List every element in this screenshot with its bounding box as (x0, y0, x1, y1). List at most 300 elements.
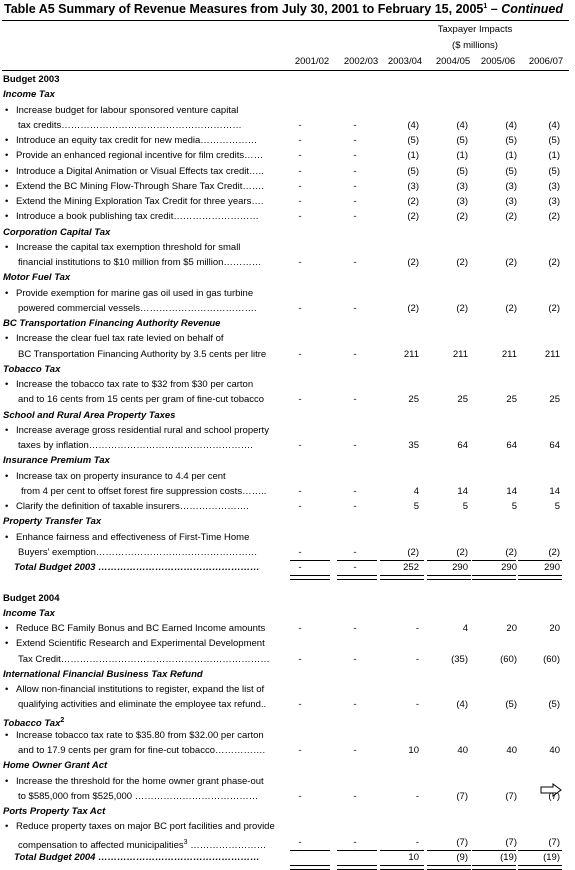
table-row (0, 347, 575, 362)
row-label (16, 423, 269, 438)
cell-2002-03: - (353, 119, 357, 131)
section-heading: Tobacco Tax (3, 717, 61, 729)
cell-2005-06: (7) (505, 790, 517, 802)
cell-2006-07: (7) (548, 790, 560, 802)
cell-2002-03: - (353, 440, 357, 451)
section-heading: BC Transportation Financing Authority Revenue (3, 318, 221, 329)
cell-2005-06: 64 (506, 440, 517, 451)
table-row (0, 209, 575, 224)
section-heading-row (0, 270, 575, 285)
year-header-2002-03: 2002/03 (343, 56, 379, 67)
table-row (0, 286, 575, 301)
bullet-icon: • (5, 333, 9, 345)
table-row (0, 331, 575, 346)
cell-2001-02: - (298, 135, 302, 146)
cell-2005-06: 211 (501, 348, 517, 360)
cell-2001-02: - (298, 180, 302, 192)
cell-2004-05: (5) (456, 165, 468, 177)
total-rule (472, 865, 516, 870)
row-label-text: Increase the capital tax exemption threshold for small (16, 241, 241, 253)
cell-2005-06: 14 (506, 485, 517, 497)
year-header-2004-05: 2004/05 (435, 56, 471, 67)
row-label-text: financial institutions to $10 million from $5 million………… (18, 257, 262, 268)
cell-2003-04: - (415, 699, 419, 711)
cell-2003-04: (5) (407, 165, 419, 177)
row-label-text: BC Transportation Financing Authority by 3.5 cents per litre (18, 348, 267, 360)
impacts-label: Taxpayer Impacts (437, 24, 513, 35)
section-heading: Tobacco Tax (3, 363, 61, 375)
table-row (0, 103, 575, 118)
table-row (0, 133, 575, 148)
cell-2005-06: (2) (505, 546, 517, 558)
table-title-text: Table A5 Summary of Revenue Measures from July 30, 2001 to February 15, 2005 (4, 2, 484, 16)
cell-2004-05: (5) (456, 135, 468, 146)
row-label (16, 530, 249, 545)
footnote-marker: 3 (183, 838, 188, 846)
row-label-text: powered commercial vessels………………………………. (18, 302, 257, 314)
table-row (0, 789, 575, 804)
cell-2001-02: - (298, 653, 302, 665)
section-heading: Property Transfer Tax (3, 516, 102, 528)
table-row (0, 499, 575, 514)
cell-2004-05: (7) (456, 836, 468, 848)
bullet-icon: • (5, 470, 9, 482)
table-row (0, 194, 575, 209)
total-row (0, 560, 575, 575)
cell-2001-02: - (298, 836, 302, 848)
bullet-icon: • (5, 241, 9, 253)
cell-2006-07: (2) (548, 302, 560, 314)
section-heading: Income Tax (3, 607, 55, 619)
table-row (0, 118, 575, 133)
cell-2002-03: - (353, 501, 357, 512)
cell-2002-03: - (353, 485, 357, 497)
section-heading-row (0, 606, 575, 621)
table-row (0, 148, 575, 163)
bullet-icon: • (5, 104, 9, 116)
table-row (0, 164, 575, 179)
cell-2003-04: 10 (408, 745, 419, 756)
cell-2004-05: 4 (462, 623, 468, 634)
bullet-icon: • (5, 424, 9, 436)
section-heading: Home Owner Grant Act (3, 760, 108, 772)
row-label-text: Increase budget for labour sponsored venture capital (16, 104, 239, 116)
cell-2002-03: - (353, 348, 357, 360)
cell-2005-06: (3) (505, 180, 517, 192)
cell-2006-07: 40 (549, 745, 560, 756)
cell-2005-06: 290 (501, 562, 517, 573)
bullet-icon: • (5, 287, 9, 299)
section-heading: Insurance Premium Tax (3, 455, 110, 467)
row-label (16, 621, 265, 636)
cell-2002-03: - (353, 180, 357, 192)
cell-2004-05: (3) (456, 196, 468, 207)
row-label (16, 103, 238, 118)
row-label-text: Introduce a book publishing tax credit……………………… (16, 211, 259, 223)
cell-2002-03: - (353, 135, 357, 146)
cell-2001-02: - (298, 699, 302, 711)
cell-2003-04: - (415, 790, 419, 802)
row-label (16, 164, 264, 179)
row-label (18, 347, 266, 362)
row-label (16, 209, 259, 224)
row-label (18, 392, 264, 407)
cell-2001-02: - (298, 394, 302, 406)
cell-2004-05: (35) (451, 653, 468, 665)
cell-2006-07: 14 (549, 485, 560, 497)
cell-2005-06: (5) (505, 165, 517, 177)
cell-2003-04: (2) (407, 257, 419, 268)
section-heading: Motor Fuel Tax (3, 272, 71, 284)
footnote-marker: 2 (60, 716, 65, 724)
row-label (16, 636, 265, 651)
row-label (18, 438, 253, 453)
bullet-icon: • (5, 211, 9, 223)
section-heading: International Financial Business Tax Refund (3, 668, 203, 680)
row-label (18, 301, 257, 316)
cell-2006-07: (60) (543, 653, 560, 665)
row-label-text: Allow non-financial institutions to register, expand the list of (16, 684, 265, 695)
table-row (0, 636, 575, 651)
section-heading-row (0, 72, 575, 87)
section-heading-row (0, 362, 575, 377)
cell-2002-03: - (353, 257, 357, 268)
table-title-footnote: 1 (483, 2, 488, 10)
cell-2001-02: - (298, 119, 302, 131)
cell-2003-04: - (415, 836, 419, 848)
total-label (14, 850, 260, 865)
cell-2004-05: 211 (452, 348, 468, 360)
total-rule (518, 865, 562, 870)
cell-2004-05: 25 (457, 394, 468, 406)
row-label (16, 728, 264, 743)
cell-2001-02: - (298, 165, 302, 177)
table-row (0, 469, 575, 484)
header-rule (2, 70, 569, 71)
row-label-text: Increase average gross residential rural and school property (16, 424, 269, 436)
cell-2006-07: (5) (548, 699, 560, 711)
row-label (18, 789, 258, 804)
row-label-text: Increase the threshold for the home owner grant phase-out (16, 775, 264, 787)
cell-2002-03: - (353, 653, 357, 665)
cell-2005-06: 40 (506, 745, 517, 756)
year-header-2003-04: 2003/04 (387, 56, 423, 67)
section-heading-row (0, 804, 575, 819)
row-label-text: Reduce property taxes on major BC port facilities and provide (16, 821, 275, 833)
row-label (16, 133, 257, 148)
cell-2001-02: - (298, 562, 302, 573)
cell-2001-02: - (298, 844, 302, 856)
year-header-2006-07: 2006/07 (528, 56, 564, 67)
row-label-text: Increase tax on property insurance to 4.4 per cent (16, 470, 226, 482)
section-heading-row (0, 453, 575, 468)
section-heading-row (0, 758, 575, 773)
cell-2001-02: - (298, 196, 302, 207)
cell-2006-07: (4) (548, 119, 560, 131)
cell-2003-04: 252 (403, 562, 419, 573)
row-label-text: Buyers' exemption…………………………………………… (18, 546, 258, 558)
table-row (0, 423, 575, 438)
cell-2002-03: - (353, 302, 357, 314)
cell-2003-04: (2) (407, 302, 419, 314)
cell-2002-03: - (353, 790, 357, 802)
bullet-icon: • (5, 196, 9, 207)
cell-2002-03: - (353, 165, 357, 177)
row-label-text: Increase the tobacco tax rate to $32 from $30 per carton (16, 379, 254, 390)
cell-2002-03: - (353, 745, 357, 756)
budget-heading: Budget 2004 (3, 592, 60, 604)
cell-2001-02: - (298, 302, 302, 314)
section-heading-row (0, 667, 575, 682)
cell-2001-02: - (298, 348, 302, 360)
cell-2004-05: (2) (456, 257, 468, 268)
cell-2006-07: 211 (544, 348, 560, 360)
cell-2003-04: 25 (408, 394, 419, 406)
table-row (0, 392, 575, 407)
cell-2005-06: (2) (505, 257, 517, 268)
cell-2006-07: 5 (554, 501, 560, 512)
bullet-icon: • (5, 729, 9, 741)
row-label-text: Extend the BC Mining Flow-Through Share Tax Credit……. (16, 180, 264, 192)
cell-2001-02: - (298, 745, 302, 756)
table-row (0, 545, 575, 560)
table-row (0, 438, 575, 453)
row-label-text: Reduce BC Family Bonus and BC Earned Income amounts (16, 623, 266, 634)
right-arrow-icon[interactable] (540, 783, 562, 797)
section-heading-row (0, 87, 575, 102)
table-row (0, 774, 575, 789)
cell-2003-04: - (415, 623, 419, 634)
table-row (0, 728, 575, 743)
cell-2005-06: 25 (506, 394, 517, 406)
cell-2005-06: (7) (505, 836, 517, 848)
cell-2006-07: (19) (543, 851, 560, 863)
cell-2006-07: 20 (549, 623, 560, 634)
table-row (0, 621, 575, 636)
table-row (0, 255, 575, 270)
cell-2003-04: (2) (407, 196, 419, 207)
cell-2001-02: - (298, 790, 302, 802)
cell-2005-06: (19) (500, 851, 517, 863)
cell-2005-06: (2) (505, 211, 517, 223)
budget-heading: Budget 2003 (3, 74, 60, 85)
cell-2001-02: - (298, 211, 302, 223)
row-label-text: qualifying activities and eliminate the employee tax refund.. (18, 699, 267, 711)
bullet-icon: • (5, 150, 9, 162)
cell-2005-06: 20 (506, 623, 517, 634)
total-rule (290, 865, 330, 870)
bullet-icon: • (5, 180, 9, 192)
table-row (0, 697, 575, 712)
bullet-icon: • (5, 775, 9, 787)
cell-2006-07: (5) (548, 135, 560, 146)
row-label (18, 545, 257, 560)
row-label-text: tax credits………………………………………………… (18, 119, 242, 131)
cell-2005-06: (3) (505, 196, 517, 207)
row-label-text: and to 16 cents from 15 cents per gram of fine-cut tobacco (18, 394, 265, 406)
total-rule (427, 865, 471, 870)
row-label (16, 148, 263, 163)
table-row (0, 301, 575, 316)
cell-2006-07: (7) (548, 836, 560, 848)
row-label (16, 194, 263, 209)
cell-2006-07: (2) (548, 257, 560, 268)
bullet-icon: • (5, 638, 9, 650)
cell-2003-04: (3) (407, 180, 419, 192)
bullet-icon: • (5, 135, 9, 146)
cell-2002-03: - (353, 562, 357, 573)
cell-2006-07: (3) (548, 196, 560, 207)
cell-2006-07: (5) (548, 165, 560, 177)
bullet-icon: • (5, 684, 9, 695)
cell-2002-03: - (353, 699, 357, 711)
table-title (4, 2, 563, 16)
cell-2006-07: 290 (544, 562, 560, 573)
cell-2004-05: (1) (456, 150, 468, 162)
bullet-icon: • (5, 623, 9, 634)
bullet-icon: • (5, 531, 9, 543)
cell-2006-07: (2) (548, 211, 560, 223)
cell-2006-07: (2) (548, 546, 560, 558)
cell-2004-05: 5 (462, 501, 468, 512)
row-label (18, 118, 242, 133)
cell-2004-05: 40 (457, 745, 468, 756)
cell-2003-04: - (415, 653, 419, 665)
row-label-text: Total Budget 2003 …………………………………………… (14, 562, 260, 573)
row-label-text: Provide an enhanced regional incentive for film credits…… (16, 150, 264, 162)
cell-2002-03: - (353, 623, 357, 634)
cell-2003-04: (5) (407, 135, 419, 146)
cell-2001-02: - (298, 257, 302, 268)
row-label-text: Extend Scientific Research and Experimental Development (16, 638, 265, 650)
row-label-text: Extend the Mining Exploration Tax Credit for three years…. (16, 196, 264, 207)
table-body (0, 72, 575, 865)
row-label (18, 697, 266, 712)
cell-2001-02: - (298, 485, 302, 497)
table-row (0, 484, 575, 499)
cell-2003-04: 5 (413, 501, 419, 512)
row-label (16, 774, 264, 789)
cell-2005-06: (60) (500, 653, 517, 665)
year-header-2001-02: 2001/02 (294, 56, 330, 67)
title-rule (2, 20, 569, 21)
cell-2002-03: - (353, 211, 357, 223)
row-label (16, 499, 249, 514)
cell-2005-06: 5 (511, 501, 517, 512)
table-row (0, 652, 575, 667)
cell-2003-04: (2) (407, 546, 419, 558)
cell-2004-05: 290 (452, 562, 468, 573)
row-label (16, 682, 264, 697)
bullet-icon: • (5, 501, 9, 512)
cell-2004-05: (4) (456, 699, 468, 711)
total-label (14, 560, 260, 575)
row-label-text: Introduce a Digital Animation or Visual Effects tax credit….. (16, 165, 264, 177)
cell-2001-02: - (298, 501, 302, 512)
table-row (0, 377, 575, 392)
cell-2003-04: (1) (407, 150, 419, 162)
cell-2001-02: - (298, 623, 302, 634)
row-label-leader: …………………… (187, 839, 267, 851)
section-heading: Corporation Capital Tax (3, 226, 111, 238)
cell-2003-04: (2) (407, 211, 419, 223)
table-row (0, 179, 575, 194)
row-label (21, 484, 266, 499)
cell-2003-04: 4 (413, 485, 419, 497)
cell-2002-03: - (353, 836, 357, 848)
cell-2006-07: 64 (549, 440, 560, 451)
row-label-text: Clarify the definition of taxable insurers…………………. (16, 501, 249, 512)
row-label-text: and to 17.9 cents per gram for fine-cut tobacco……………. (18, 745, 266, 756)
cell-2006-07: 25 (549, 394, 560, 406)
total-rule (337, 865, 377, 870)
cell-2001-02: - (298, 150, 302, 162)
row-label-text: Total Budget 2004 …………………………………………… (14, 851, 260, 863)
row-label-text: Increase tobacco tax rate to $35.80 from $32.00 per carton (16, 729, 264, 741)
cell-2005-06: (5) (505, 135, 517, 146)
cell-2001-02: - (298, 546, 302, 558)
cell-2001-02: - (298, 440, 302, 451)
cell-2005-06: (1) (505, 150, 517, 162)
table-row (0, 240, 575, 255)
cell-2003-04: 211 (403, 348, 419, 360)
section-heading-row (0, 316, 575, 331)
row-label (16, 819, 275, 834)
row-label (16, 377, 253, 392)
row-label-text: Tax Credit………………………………………………………… (18, 653, 270, 665)
year-header-2005-06: 2005/06 (480, 56, 516, 67)
table-row (0, 819, 575, 834)
units-label: ($ millions) (452, 40, 498, 51)
section-heading-row (0, 408, 575, 423)
cell-2005-06: (2) (505, 302, 517, 314)
row-label-text: compensation to affected municipalities (18, 839, 184, 851)
row-label (16, 286, 253, 301)
table-title-continued: – Continued (487, 2, 563, 16)
cell-2002-03: - (353, 150, 357, 162)
row-label (16, 179, 264, 194)
spacer-row (0, 575, 575, 590)
bullet-icon: • (5, 379, 9, 390)
section-heading-row (0, 713, 575, 728)
cell-2002-03: - (353, 546, 357, 558)
row-label (18, 652, 270, 667)
row-label (16, 331, 224, 346)
row-label-text: Increase the clear fuel tax rate levied on behalf of (16, 333, 224, 345)
cell-2002-03: - (353, 844, 357, 856)
section-heading-row (0, 514, 575, 529)
table-row (0, 530, 575, 545)
section-heading: School and Rural Area Property Taxes (3, 409, 176, 421)
cell-2004-05: (3) (456, 180, 468, 192)
cell-2004-05: 64 (457, 440, 468, 451)
row-label-text: Provide exemption for marine gas oil used in gas turbine (16, 287, 254, 299)
section-heading: Ports Property Tax Act (3, 806, 106, 817)
cell-2004-05: (4) (456, 119, 468, 131)
cell-2004-05: (2) (456, 211, 468, 223)
cell-2004-05: (9) (456, 851, 468, 863)
row-label-text: taxes by inflation……………………………………………. (18, 440, 253, 451)
total-rule (380, 865, 424, 870)
section-heading-row (0, 591, 575, 606)
row-label-text: from 4 per cent to offset forest fire suppression costs…….. (21, 485, 267, 497)
bullet-icon: • (5, 821, 9, 833)
row-label-text: Introduce an equity tax credit for new media……………… (16, 135, 258, 146)
row-label (16, 469, 226, 484)
cell-2004-05: 14 (457, 485, 468, 497)
row-label (18, 743, 265, 758)
table-row (0, 743, 575, 758)
